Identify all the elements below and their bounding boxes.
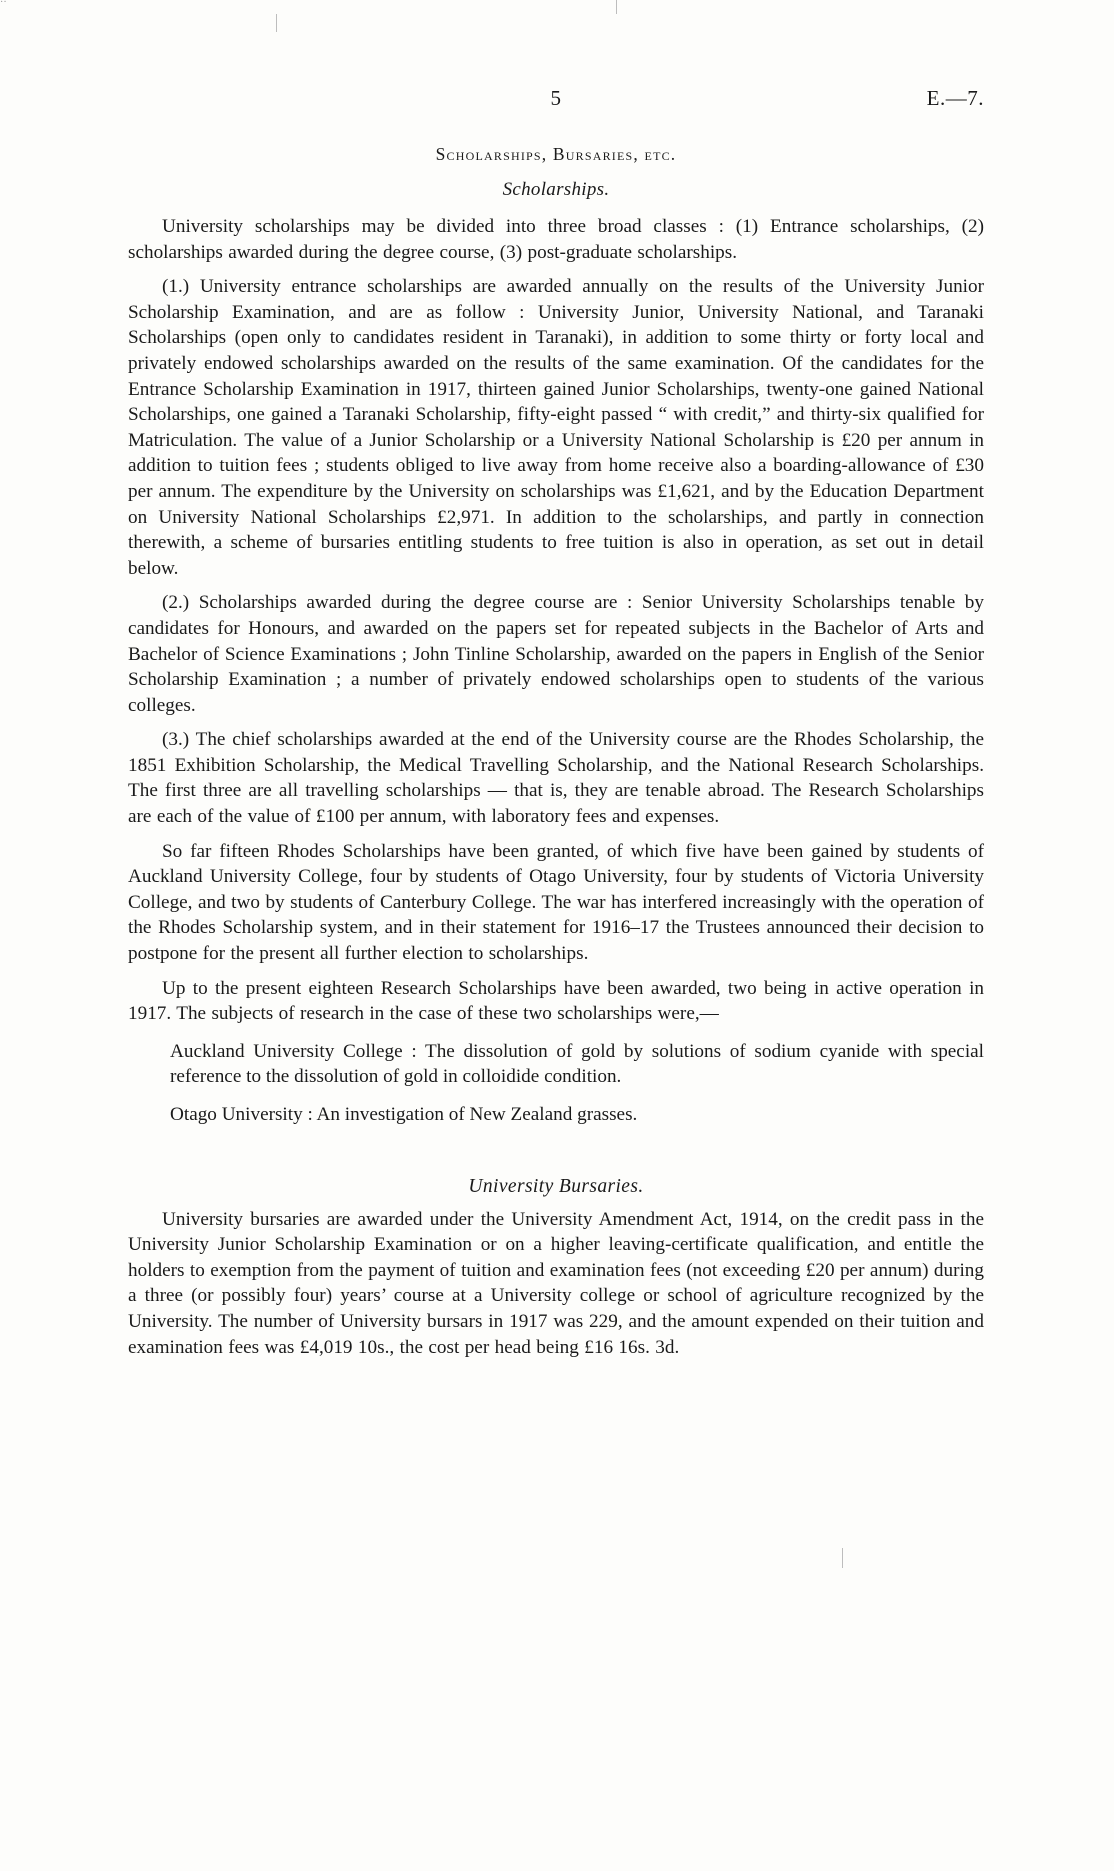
paragraph: (3.) The chief scholarships awarded at the end of the University course are the Rhodes Scholarship, the 1851 Exhibition Scholarship, the Medical Travelling Scholarship, and the National Research Scholarships. The first three are all travelling scholarships — that is, they are tenable abroad. The Research Scholarships are each of the value of £100 per annum, with laboratory fees and expenses.	[128, 729, 984, 828]
paragraph: (1.) University entrance scholarships are awarded annually on the results of the University Junior Scholarship Examination, and are as follow : University Junior, University National, and Taranaki Scholarships (open only to candidates resident in Taranaki), in addition to some thirty or forty local and privately endowed scholarships awarded on the results of the same examination. Of the candidates for the Entrance Scholarship Examination in 1917, thirteen gained Junior Scholarships, twenty-one gained National Scholarships, one gained a Taranaki Scholarship, fifty-eight passed “ with credit,” and thirty-six qualified for Matriculation. The value of a Junior Scholarship or a University National Scholarship is £20 per annum in addition to tuition fees ; students obliged to live away from home receive also a boarding-allowance of £30 per annum. The expenditure by the University on scholarships was £1,621, and by the Education Department on University National Scholarships £2,971. In addition to the scholarships, and partly in connection therewith, a scheme of bursaries entitling students to free tuition is also in operation, as set out in detail below.	[128, 276, 984, 579]
list-item: Auckland University College : The dissolution of gold by solutions of sodium cyanide with special reference to the dissolution of gold in colloidide condition.	[170, 1040, 984, 1088]
paragraph: University bursaries are awarded under the University Amendment Act, 1914, on the credit pass in the University Junior Scholarship Examination or on a higher leaving-certificate qualification, and entitle the holders to exemption from the payment of tuition and examination fees (not exceeding £20 per annum) during a three (or possibly four) years’ course at a University college or school of agriculture recognized by the University. The number of University bursars in 1917 was 229, and the amount expended on their tuition and examination fees was £4,019 10s., the cost per head being £16 16s. 3d.	[128, 1208, 984, 1358]
paragraph: (2.) Scholarships awarded during the degree course are : Senior University Scholarships tenable by candidates for Honours, and awarded on the papers set for repeated subjects in the Bachelor of Arts and Bachelor of Science Examinations ; John Tinline Scholarship, awarded on the papers in English of the Senior Scholarship Examination ; a number of privately endowed scholarships open to students of the various colleges.	[128, 592, 984, 716]
scan-artifact-bottom	[842, 1548, 843, 1568]
list-item: Otago University : An investigation of New Zealand grasses.	[170, 1104, 638, 1125]
paragraph: University scholarships may be divided into three broad classes : (1) Entrance scholarships, (2) scholarships awarded during the degree course, (3) post-graduate scholarships.	[128, 216, 984, 263]
section-heading: Scholarships, Bursaries, etc.	[435, 144, 677, 164]
paragraph: So far fifteen Rhodes Scholarships have been granted, of which five have been gained by students of Auckland University College, four by students of Otago University, four by students of Victoria University College, and two by students of Canterbury College. The war has interfered increasingly with the operation of the Rhodes Scholarship system, and in their statement for 1916–17 the Trustees announced their decision to postpone for the present all further election to scholarships.	[128, 840, 984, 965]
bursaries-heading: University Bursaries.	[468, 1175, 644, 1197]
scan-artifact-top-left	[276, 14, 277, 32]
page-header	[128, 86, 984, 116]
page-content	[128, 86, 984, 1360]
document-reference: E.—7.	[926, 86, 984, 110]
subsection-heading: Scholarships.	[502, 179, 610, 200]
scan-artifact-left-margin: ··	[0, 0, 7, 8]
scan-artifact-top-right	[616, 0, 617, 14]
research-scholarship-list	[128, 1039, 984, 1128]
page-number: 5	[550, 86, 562, 110]
paragraph: Up to the present eighteen Research Scholarships have been awarded, two being in active operation in 1917. The subjects of research in the case of these two scholarships were,—	[128, 977, 984, 1025]
